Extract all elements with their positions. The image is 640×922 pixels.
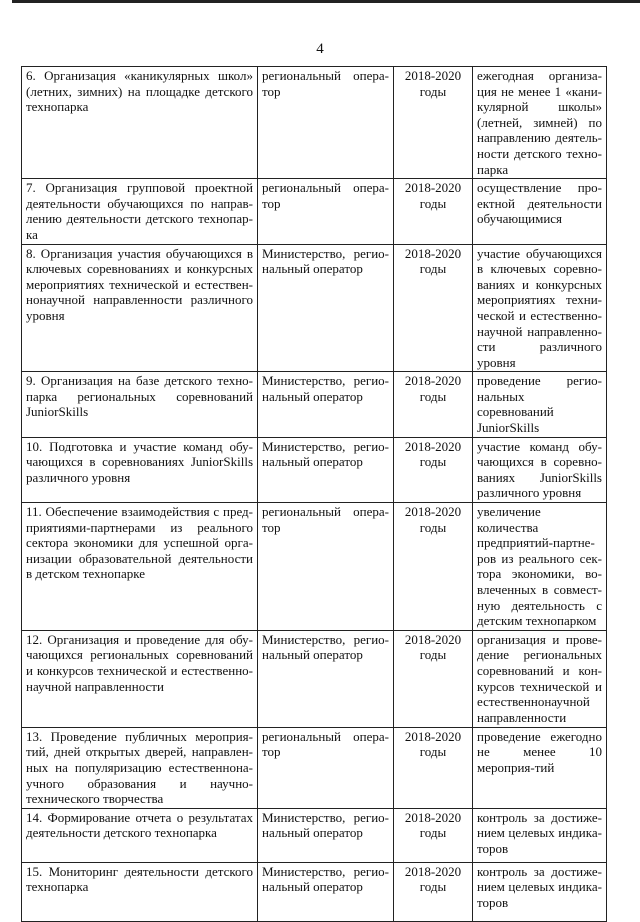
result-cell: участие обучающихся в ключевых соревно-ваниях и конкурсных мероприятиях техни-ческой и естественно-научной направленно-сти различного уровня xyxy=(473,244,607,372)
executor-cell: Министерство, регио-нальный оператор xyxy=(258,808,394,862)
table-row xyxy=(22,727,607,808)
task-cell: 12. Организация и проведение для обу-чающихся региональных соревнований и конкурсов технической и естественно-научной направленности xyxy=(22,630,258,727)
task-cell: 10. Подготовка и участие команд обу-чающихся в соревнованиях JuniorSkills различного уровня xyxy=(22,437,258,502)
executor-cell: региональный опера-тор xyxy=(258,179,394,244)
action-plan-table xyxy=(21,66,607,922)
term-cell: 2018-2020 годы xyxy=(394,727,473,808)
result-cell: контроль за достиже-нием целевых индика-торов xyxy=(473,862,607,921)
term-cell: 2018-2020 годы xyxy=(394,437,473,502)
executor-cell: Министерство, регио-нальный оператор xyxy=(258,630,394,727)
table-row xyxy=(22,372,607,437)
executor-cell: Министерство, регио-нальный оператор xyxy=(258,862,394,921)
task-cell: 9. Организация на базе детского техно-парка региональных соревнований JuniorSkills xyxy=(22,372,258,437)
table-row xyxy=(22,808,607,862)
term-cell: 2018-2020 годы xyxy=(394,244,473,372)
task-cell: 7. Организация групповой проектной деятельности обучающихся по направ-лению деятельности детского технопар-ка xyxy=(22,179,258,244)
result-cell: осуществление про-ектной деятельности обучающимися xyxy=(473,179,607,244)
executor-cell: региональный опера-тор xyxy=(258,727,394,808)
term-cell: 2018-2020 годы xyxy=(394,503,473,631)
executor-cell: региональный опера-тор xyxy=(258,67,394,179)
result-cell: проведение регио-нальных соревнований JuniorSkills xyxy=(473,372,607,437)
task-cell: 14. Формирование отчета о результатах деятельности детского технопарка xyxy=(22,808,258,862)
result-cell: контроль за достиже-нием целевых индика-торов xyxy=(473,808,607,862)
table-row xyxy=(22,862,607,921)
term-cell: 2018-2020 годы xyxy=(394,67,473,179)
task-cell: 6. Организация «каникулярных школ» (летних, зимних) на площадке детского технопарка xyxy=(22,67,258,179)
term-cell: 2018-2020 годы xyxy=(394,808,473,862)
table-row xyxy=(22,437,607,502)
result-cell: участие команд обу-чающихся в соревно-ваниях JuniorSkills различного уровня xyxy=(473,437,607,502)
task-cell: 11. Обеспечение взаимодействия с пред-приятиями-партнерами из реального сектора экономики для успешной орга-низации образовательной деятельности в детском технопарке xyxy=(22,503,258,631)
task-cell: 13. Проведение публичных мероприя-тий, дней открытых дверей, направлен-ных на популяризацию естественнона-учного образования и научно-технического творчества xyxy=(22,727,258,808)
executor-cell: Министерство, регио-нальный оператор xyxy=(258,437,394,502)
result-cell: ежегодная организа-ция не менее 1 «кани-кулярной школы» (летней, зимней) по направлению деятель-ности детского техно-парка xyxy=(473,67,607,179)
term-cell: 2018-2020 годы xyxy=(394,862,473,921)
table-row xyxy=(22,630,607,727)
result-cell: организация и прове-дение региональных соревнований и кон-курсов технической и естественнонаучной направленности xyxy=(473,630,607,727)
table-row xyxy=(22,67,607,179)
table-row xyxy=(22,244,607,372)
task-cell: 15. Мониторинг деятельности детского технопарка xyxy=(22,862,258,921)
task-cell: 8. Организация участия обучающихся в ключевых соревнованиях и конкурсных мероприятиях технической и естествен-нонаучной направленности различного уровня xyxy=(22,244,258,372)
result-cell: проведение ежегодно не менее 10 мероприя-тий xyxy=(473,727,607,808)
term-cell: 2018-2020 годы xyxy=(394,179,473,244)
scan-edge-line xyxy=(12,0,640,3)
result-cell: увеличение количества предприятий-партне-ров из реального сек-тора экономики, во-влеченных в совмест-ную деятельность с детским технопарком xyxy=(473,503,607,631)
executor-cell: Министерство, регио-нальный оператор xyxy=(258,244,394,372)
term-cell: 2018-2020 годы xyxy=(394,630,473,727)
table-row xyxy=(22,503,607,631)
table-row xyxy=(22,179,607,244)
term-cell: 2018-2020 годы xyxy=(394,372,473,437)
executor-cell: Министерство, регио-нальный оператор xyxy=(258,372,394,437)
page-number: 4 xyxy=(316,41,324,57)
executor-cell: региональный опера-тор xyxy=(258,503,394,631)
